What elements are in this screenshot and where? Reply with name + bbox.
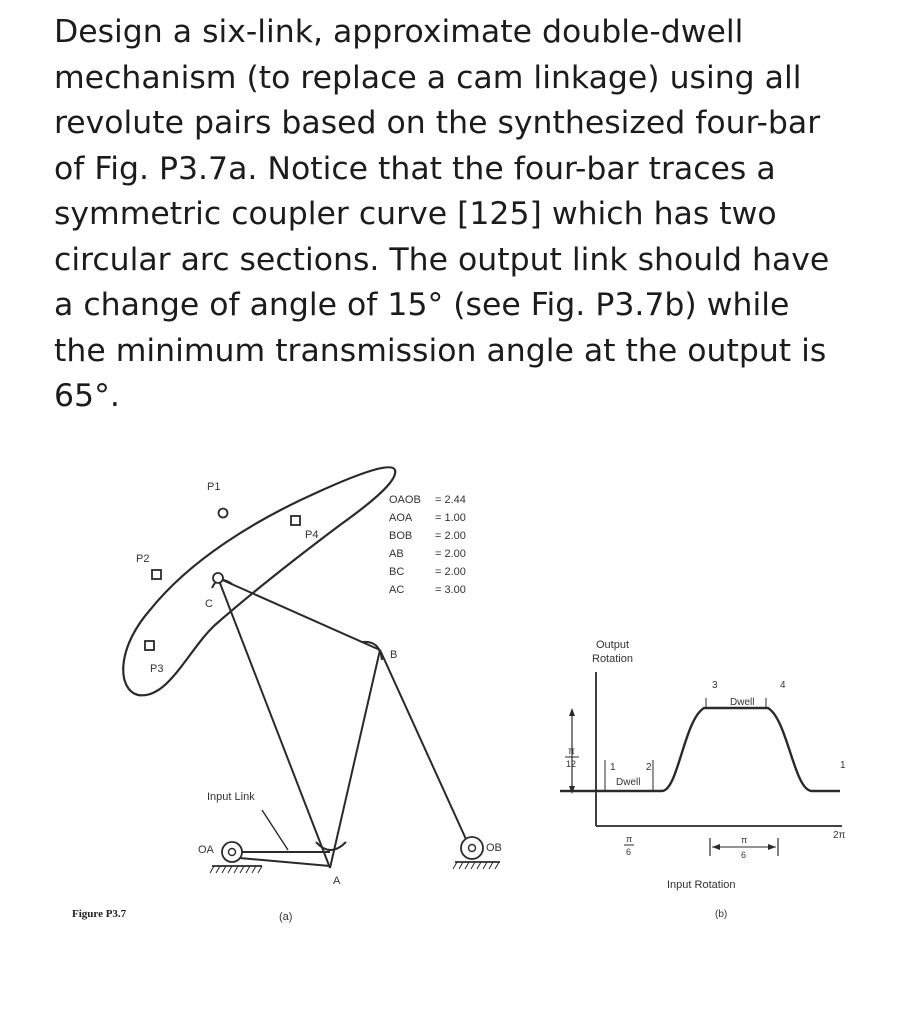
output-rotation-curve <box>560 708 840 791</box>
precision-point-p2-marker <box>152 570 161 579</box>
dwell-label-lower: Dwell <box>616 777 641 788</box>
dwell-label-upper: Dwell <box>730 697 755 708</box>
label-p3: P3 <box>150 663 164 675</box>
point-number: 2 <box>646 762 652 773</box>
dim-name: BOB <box>389 530 413 542</box>
two-pi-label: 2π <box>833 830 846 841</box>
span-arrow-right <box>768 844 776 850</box>
dim-name: OAOB <box>389 494 421 506</box>
label-p1: P1 <box>207 481 221 493</box>
dim-value: = 2.00 <box>435 548 466 560</box>
dim-name: AC <box>389 584 405 596</box>
precision-point-p1-marker <box>219 509 228 518</box>
rise-arrow-up <box>569 708 575 716</box>
dim-value: = 2.44 <box>435 494 466 506</box>
point-number: 1 <box>610 762 616 773</box>
ground-pivot-oa <box>210 842 262 873</box>
pi-sixth-num: π <box>626 834 633 844</box>
label-p2: P2 <box>136 553 150 565</box>
dim-value: = 1.00 <box>435 512 466 524</box>
point-number: 4 <box>780 680 786 691</box>
label-ob: OB <box>486 842 502 854</box>
problem-line: 65°. <box>54 378 120 414</box>
joint-c <box>213 573 223 583</box>
label-p4: P4 <box>305 529 319 541</box>
linkage-diagram <box>123 467 502 923</box>
point-number: 3 <box>712 680 718 691</box>
problem-line: circular arc sections. The output link should have <box>54 241 830 278</box>
label-b: B <box>390 649 398 661</box>
span-fraction-den: 6 <box>741 850 747 860</box>
problem-line: the minimum transmission angle at the output is <box>54 332 827 369</box>
figure-caption: Figure P3.7 <box>72 908 127 920</box>
link-ac <box>218 578 330 868</box>
part-b-label: (b) <box>715 909 728 920</box>
y-axis-label: Rotation <box>592 653 633 665</box>
precision-point-p4-marker <box>291 516 300 525</box>
dim-name: BC <box>389 566 405 578</box>
link-bob <box>380 650 470 848</box>
dim-name: AB <box>389 548 404 560</box>
span-arrow-left <box>712 844 720 850</box>
dimensions-table <box>389 494 466 596</box>
motion-diagram <box>560 639 846 920</box>
problem-line: of Fig. P3.7a. Notice that the four-bar traces a <box>54 150 776 187</box>
label-a: A <box>333 875 341 887</box>
input-link-pointer <box>262 810 288 850</box>
rise-fraction-den: 12 <box>566 759 577 769</box>
dim-value: = 2.00 <box>435 530 466 542</box>
link-ab <box>330 650 380 868</box>
dim-value: = 2.00 <box>435 566 466 578</box>
label-c: C <box>205 598 213 610</box>
problem-line: revolute pairs based on the synthesized four-bar <box>54 105 821 141</box>
precision-point-p3-marker <box>145 641 154 650</box>
pi-sixth-den: 6 <box>626 847 632 857</box>
point-number: 1 <box>840 760 846 771</box>
label-oa: OA <box>198 844 214 856</box>
y-axis-label: Output <box>596 639 630 651</box>
rise-fraction-num: π <box>568 746 575 757</box>
problem-line: symmetric coupler curve [125] which has two <box>54 196 777 232</box>
span-fraction-num: π <box>741 835 748 845</box>
dim-name: AOA <box>389 512 413 524</box>
problem-line: a change of angle of 15° (see Fig. P3.7b) while <box>54 287 790 323</box>
problem-line: Design a six-link, approximate double-dwell <box>54 14 744 50</box>
input-link-label: Input Link <box>207 791 255 803</box>
dim-value: = 3.00 <box>435 584 466 596</box>
part-a-label: (a) <box>279 911 293 923</box>
input-link-edge <box>228 857 330 866</box>
problem-line: mechanism (to replace a cam linkage) using all <box>54 59 802 96</box>
x-axis-label: Input Rotation <box>667 879 736 891</box>
